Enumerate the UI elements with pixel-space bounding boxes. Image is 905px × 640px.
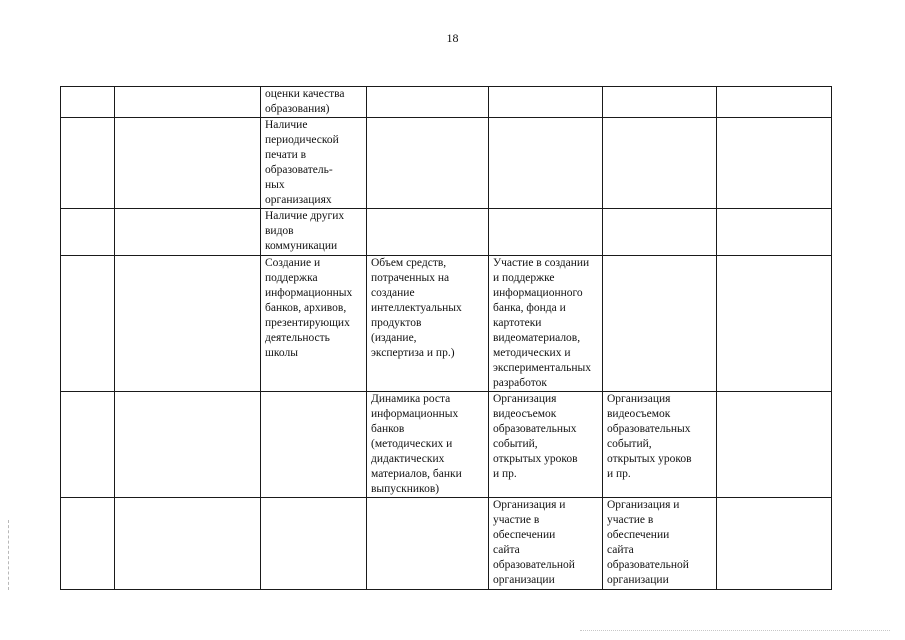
activity2-cell xyxy=(603,118,717,209)
cell-line: Динамика роста xyxy=(371,393,451,405)
cell-line: (методических и xyxy=(371,438,453,450)
empty-cell xyxy=(717,256,832,392)
criterion-cell xyxy=(367,87,489,118)
activity-cell xyxy=(489,118,603,209)
cell-line: банков xyxy=(371,423,405,435)
table-row xyxy=(61,256,832,392)
cell-line: и пр. xyxy=(493,468,517,480)
cell-line: картотеки xyxy=(493,317,542,329)
scan-artifact-left xyxy=(8,520,10,590)
activity-cell xyxy=(489,209,603,256)
scan-artifact-bottom xyxy=(580,630,890,631)
cell-line: участие в xyxy=(493,514,540,526)
table-row xyxy=(61,498,832,590)
empty-cell xyxy=(717,118,832,209)
number-cell xyxy=(61,256,115,392)
cell-line: (издание, xyxy=(371,332,417,344)
cell-line: и пр. xyxy=(607,468,631,480)
indicator-cell xyxy=(261,209,367,256)
cell-line: Организация xyxy=(493,393,557,405)
cell-line: информационных xyxy=(371,408,459,420)
activity2-cell xyxy=(603,256,717,392)
cell-line: Наличие других xyxy=(265,210,345,222)
cell-line: оценки качества xyxy=(265,88,345,100)
indicator-cell xyxy=(261,118,367,209)
cell-line: событий, xyxy=(607,438,652,450)
cell-line: разработок xyxy=(493,377,547,389)
cell-line: образовательной xyxy=(607,559,689,571)
cell-line: периодической xyxy=(265,134,339,146)
cell-line: коммуникации xyxy=(265,240,338,252)
number-cell xyxy=(61,209,115,256)
cell-line: создание xyxy=(371,287,415,299)
cell-line: видеосъемок xyxy=(607,408,671,420)
number-cell xyxy=(61,118,115,209)
cell-line: организации xyxy=(493,574,555,586)
number-cell xyxy=(61,498,115,590)
criterion-cell xyxy=(367,498,489,590)
cell-line: потраченных на xyxy=(371,272,450,284)
cell-line: Наличие xyxy=(265,119,308,131)
cell-line: банков, архивов, xyxy=(265,302,347,314)
cell-line: обеспечении xyxy=(493,529,556,541)
activity-cell xyxy=(489,392,603,498)
cell-line: организациях xyxy=(265,194,332,206)
direction-cell xyxy=(115,118,261,209)
activity-cell xyxy=(489,256,603,392)
activity2-cell xyxy=(603,209,717,256)
criterion-cell xyxy=(367,209,489,256)
cell-line: образовательной xyxy=(493,559,575,571)
cell-line: печати в xyxy=(265,149,307,161)
page-number: 18 xyxy=(446,31,459,45)
cell-line: презентирующих xyxy=(265,317,350,329)
indicators-table xyxy=(60,86,832,590)
cell-line: банка, фонда и xyxy=(493,302,566,314)
indicator-cell xyxy=(261,87,367,118)
table-row xyxy=(61,392,832,498)
activity2-cell xyxy=(603,87,717,118)
cell-line: сайта xyxy=(607,544,634,556)
indicator-cell xyxy=(261,498,367,590)
cell-line: событий, xyxy=(493,438,538,450)
cell-line: информационных xyxy=(265,287,353,299)
activity2-cell xyxy=(603,392,717,498)
cell-line: информационного xyxy=(493,287,583,299)
table-row xyxy=(61,209,832,256)
direction-cell xyxy=(115,256,261,392)
number-cell xyxy=(61,87,115,118)
table-row xyxy=(61,87,832,118)
cell-line: открытых уроков xyxy=(493,453,578,465)
cell-line: дидактических xyxy=(371,453,445,465)
cell-line: материалов, банки xyxy=(371,468,462,480)
cell-line: интеллектуальных xyxy=(371,302,462,314)
cell-line: участие в xyxy=(607,514,654,526)
indicator-cell xyxy=(261,392,367,498)
cell-line: Организация и xyxy=(607,499,680,511)
cell-line: организации xyxy=(607,574,669,586)
direction-cell xyxy=(115,87,261,118)
cell-line: экспериментальных xyxy=(493,362,592,374)
cell-line: Создание и xyxy=(265,257,321,269)
empty-cell xyxy=(717,87,832,118)
cell-line: и поддержке xyxy=(493,272,555,284)
empty-cell xyxy=(717,392,832,498)
cell-line: Участие в создании xyxy=(493,257,590,269)
indicator-cell xyxy=(261,256,367,392)
direction-cell xyxy=(115,498,261,590)
cell-line: образования) xyxy=(265,103,330,115)
cell-line: поддержка xyxy=(265,272,318,284)
empty-cell xyxy=(717,209,832,256)
empty-cell xyxy=(717,498,832,590)
cell-line: видеосъемок xyxy=(493,408,557,420)
activity-cell xyxy=(489,498,603,590)
direction-cell xyxy=(115,392,261,498)
cell-line: деятельность xyxy=(265,332,330,344)
criterion-cell xyxy=(367,392,489,498)
number-cell xyxy=(61,392,115,498)
table-row xyxy=(61,118,832,209)
criterion-cell xyxy=(367,256,489,392)
activity-cell xyxy=(489,87,603,118)
cell-line: образовательных xyxy=(607,423,691,435)
criterion-cell xyxy=(367,118,489,209)
cell-line: Объем средств, xyxy=(371,257,447,269)
cell-line: видеоматериалов, xyxy=(493,332,581,344)
cell-line: продуктов xyxy=(371,317,422,329)
cell-line: образовательных xyxy=(493,423,577,435)
cell-line: сайта xyxy=(493,544,520,556)
cell-line: ных xyxy=(265,179,285,191)
cell-line: методических и xyxy=(493,347,571,359)
cell-line: Организация xyxy=(607,393,671,405)
cell-line: открытых уроков xyxy=(607,453,692,465)
cell-line: экспертиза и пр.) xyxy=(371,347,455,359)
cell-line: выпускников) xyxy=(371,483,440,495)
activity2-cell xyxy=(603,498,717,590)
cell-line: Организация и xyxy=(493,499,566,511)
cell-line: школы xyxy=(265,347,298,359)
cell-line: образователь- xyxy=(265,164,333,176)
cell-line: обеспечении xyxy=(607,529,670,541)
cell-line: видов xyxy=(265,225,294,237)
direction-cell xyxy=(115,209,261,256)
